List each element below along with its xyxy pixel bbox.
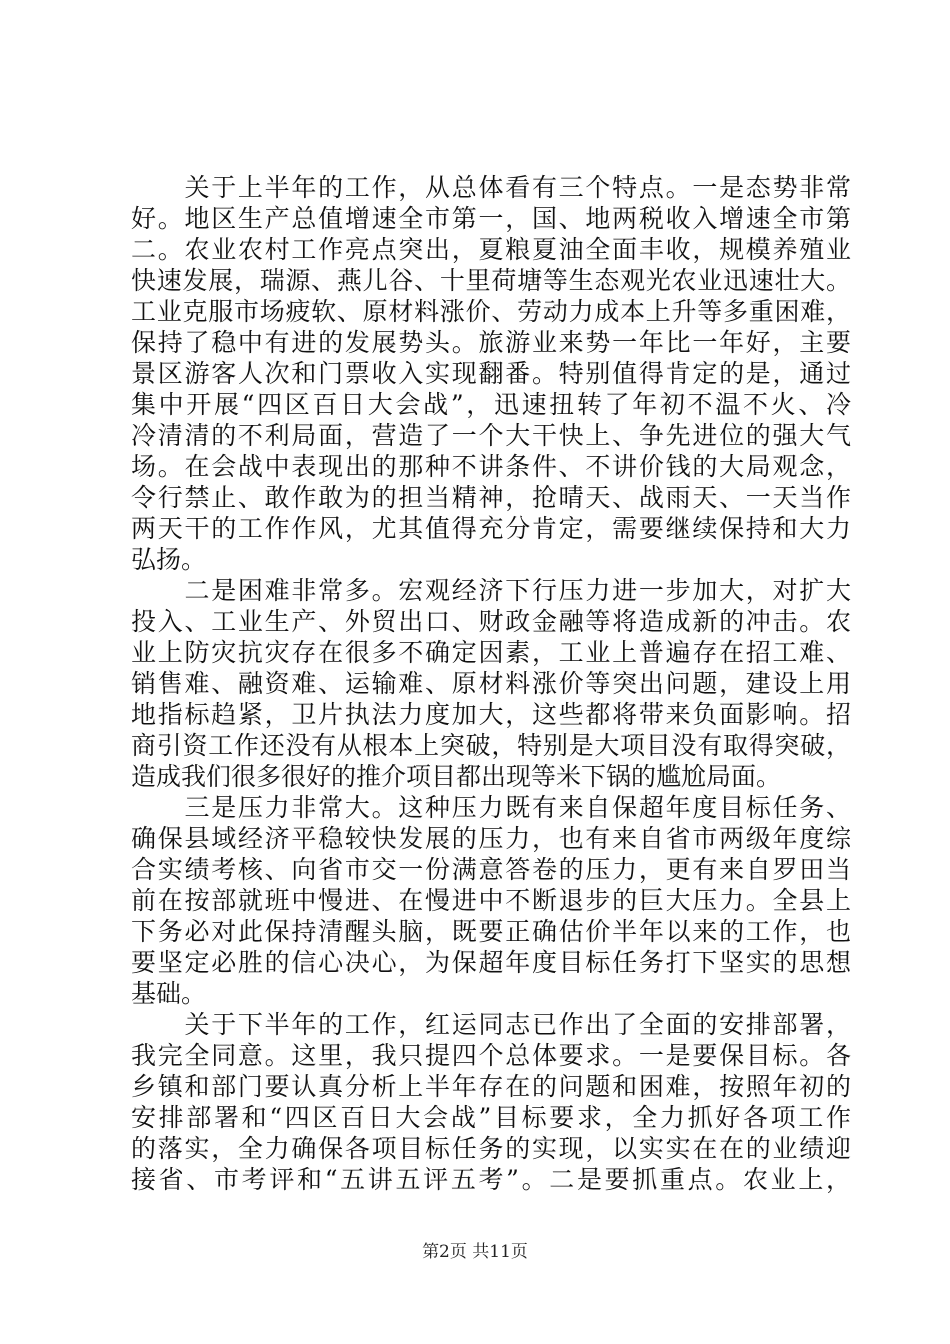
text-line: 造成我们很多很好的推介项目都出现等米下锅的尴尬局面。 bbox=[131, 762, 782, 791]
text-line: 合实绩考核、向省市交一份满意答卷的压力，更有来自罗田当 bbox=[131, 855, 851, 884]
text-line: 关于下半年的工作，红运同志已作出了全面的安排部署， bbox=[131, 1010, 851, 1039]
paragraph-difficulties bbox=[131, 575, 851, 792]
text-line: 冷清清的不利局面，营造了一个大干快上、争先进位的强大气 bbox=[131, 421, 851, 450]
text-line: 工业克服市场疲软、原材料涨价、劳动力成本上升等多重困难， bbox=[131, 297, 851, 326]
text-line: 二是困难非常多。宏观经济下行压力进一步加大，对扩大 bbox=[131, 576, 851, 605]
text-line: 下务必对此保持清醒头脑，既要正确估价半年以来的工作，也 bbox=[131, 917, 851, 946]
paragraph-second-half-work bbox=[131, 1009, 851, 1195]
paragraph-first-half-features bbox=[131, 172, 851, 575]
text-line: 快速发展，瑞源、燕儿谷、十里荷塘等生态观光农业迅速壮大。 bbox=[131, 266, 851, 295]
text-line: 集中开展“四区百日大会战”，迅速扭转了年初不温不火、冷 bbox=[131, 390, 851, 419]
text-line: 令行禁止、敢作敢为的担当精神，抢晴天、战雨天、一天当作 bbox=[131, 483, 851, 512]
text-line: 商引资工作还没有从根本上突破，特别是大项目没有取得突破， bbox=[131, 731, 851, 760]
text-line: 要坚定必胜的信心决心，为保超年度目标任务打下坚实的思想 bbox=[131, 948, 851, 977]
text-line: 乡镇和部门要认真分析上半年存在的问题和困难，按照年初的 bbox=[131, 1072, 851, 1101]
text-line: 景区游客人次和门票收入实现翻番。特别值得肯定的是，通过 bbox=[131, 359, 851, 388]
text-line: 两天干的工作作风，尤其值得充分肯定，需要继续保持和大力 bbox=[131, 514, 851, 543]
text-line: 安排部署和“四区百日大会战”目标要求，全力抓好各项工作 bbox=[131, 1103, 851, 1132]
text-line: 销售难、融资难、运输难、原材料涨价等突出问题，建设上用 bbox=[131, 669, 851, 698]
document-body bbox=[131, 172, 851, 1195]
text-line: 的落实，全力确保各项目标任务的实现，以实实在在的业绩迎 bbox=[131, 1134, 851, 1163]
text-line: 基础。 bbox=[131, 979, 207, 1008]
text-line: 地指标趋紧，卫片执法力度加大，这些都将带来负面影响。招 bbox=[131, 700, 851, 729]
text-line: 三是压力非常大。这种压力既有来自保超年度目标任务、 bbox=[131, 793, 851, 822]
paragraph-pressure bbox=[131, 792, 851, 1009]
text-line: 确保县域经济平稳较快发展的压力，也有来自省市两级年度综 bbox=[131, 824, 851, 853]
text-line: 二。农业农村工作亮点突出，夏粮夏油全面丰收，规模养殖业 bbox=[131, 235, 851, 264]
text-line: 保持了稳中有进的发展势头。旅游业来势一年比一年好，主要 bbox=[131, 328, 851, 357]
text-line: 接省、市考评和“五讲五评五考”。二是要抓重点。农业上， bbox=[131, 1165, 851, 1194]
text-line: 好。地区生产总值增速全市第一，国、地两税收入增速全市第 bbox=[131, 204, 851, 233]
page-number-footer: 第2页 共11页 bbox=[422, 1242, 528, 1262]
text-line: 业上防灾抗灾存在很多不确定因素，工业上普遍存在招工难、 bbox=[131, 638, 851, 667]
text-line: 我完全同意。这里，我只提四个总体要求。一是要保目标。各 bbox=[131, 1041, 851, 1070]
text-line: 前在按部就班中慢进、在慢进中不断退步的巨大压力。全县上 bbox=[131, 886, 851, 915]
text-line: 投入、工业生产、外贸出口、财政金融等将造成新的冲击。农 bbox=[131, 607, 851, 636]
text-line: 关于上半年的工作，从总体看有三个特点。一是态势非常 bbox=[131, 173, 851, 202]
text-line: 弘扬。 bbox=[131, 545, 207, 574]
text-line: 场。在会战中表现出的那种不讲条件、不讲价钱的大局观念， bbox=[131, 452, 851, 481]
